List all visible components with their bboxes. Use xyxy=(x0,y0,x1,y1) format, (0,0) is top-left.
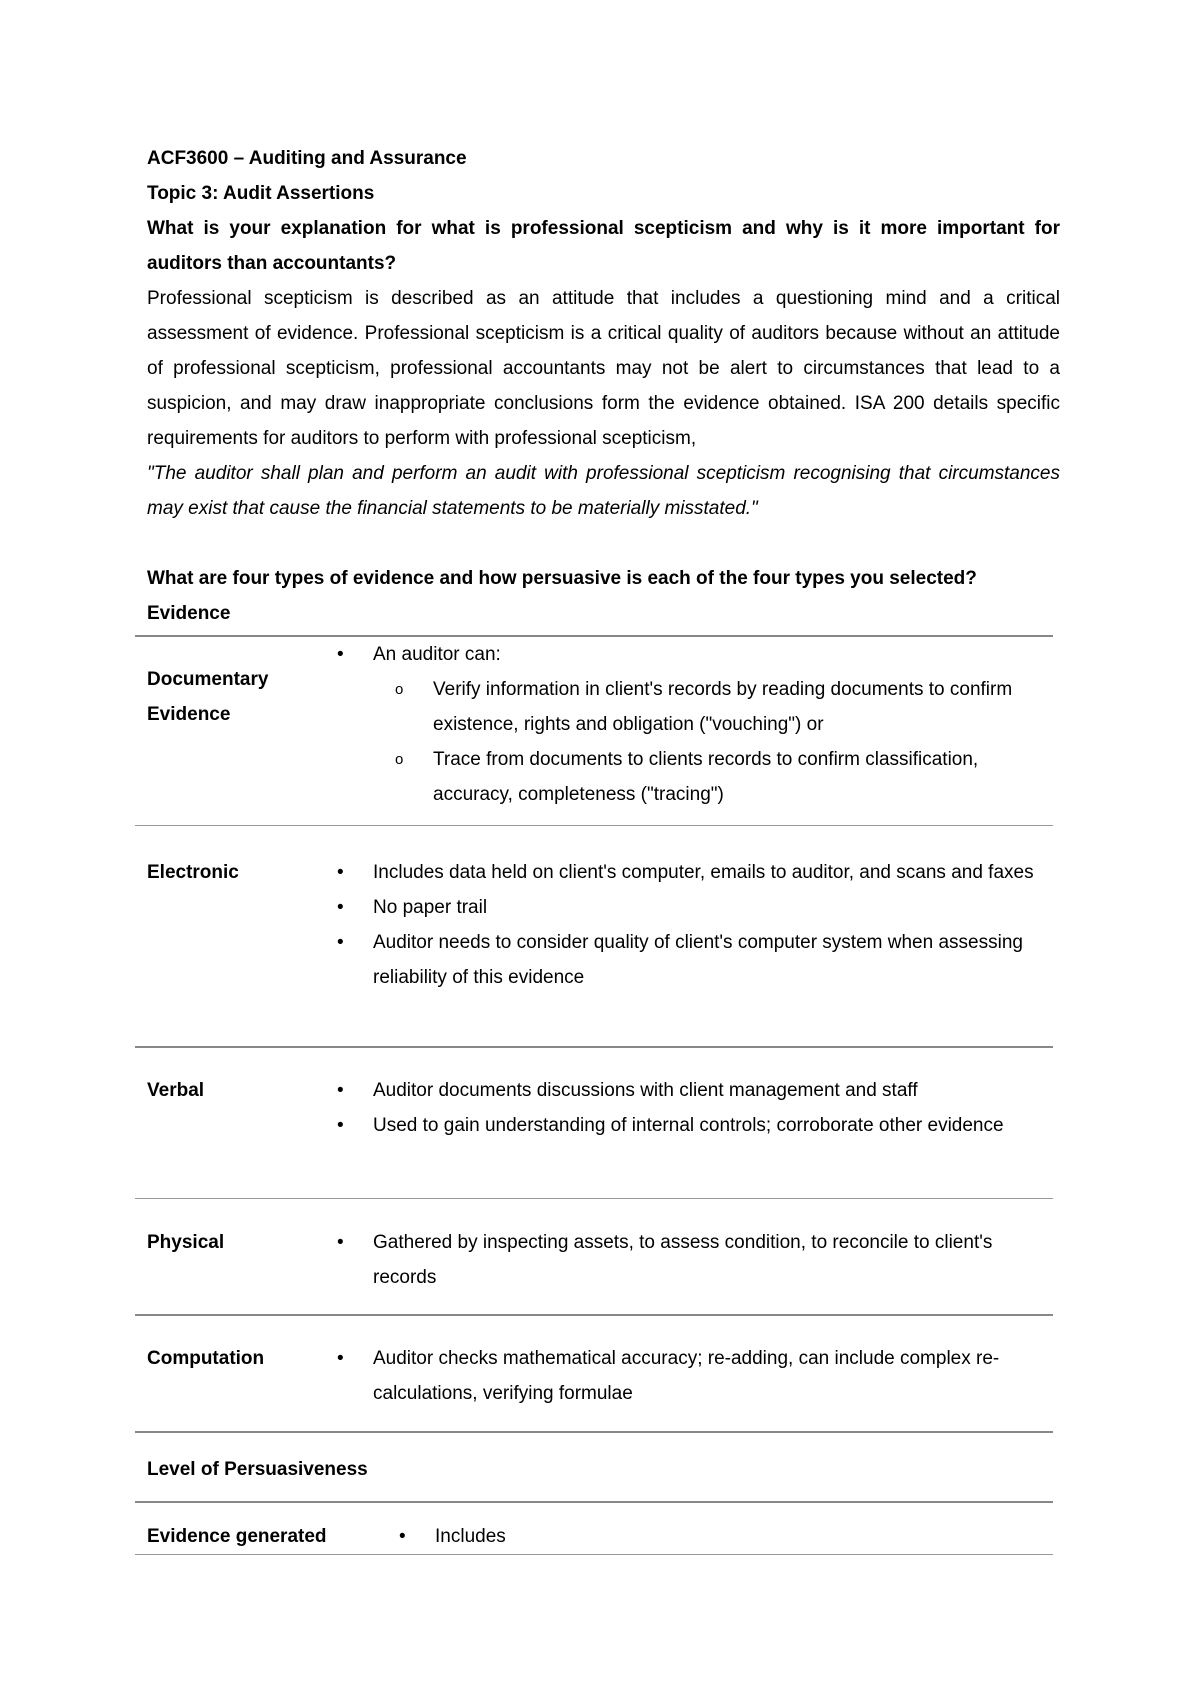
bullet-icon: • xyxy=(337,862,344,883)
list-item: • Auditor needs to consider quality of client's computer system when assessing reliability of this evidence xyxy=(325,925,1043,995)
row-content xyxy=(387,1519,1053,1554)
bullet-icon: • xyxy=(337,1348,344,1369)
evidence-heading: Evidence xyxy=(147,603,231,624)
table-row xyxy=(135,637,1053,826)
table-row xyxy=(135,1433,1053,1503)
answer-1: Professional scepticism is described as an attitude that includes a questioning mind and a critical assessment of evidence. Professional scepticism is a critical quality of auditors because without an attitude of professional scepticism, professional accountants may not be alert to circumstances that lead to a suspicion, and may draw inappropriate conclusions form the evidence obtained. ISA 200 details specific requirements for auditors to perform with professional scepticism, xyxy=(147,288,1060,449)
bullet-icon: • xyxy=(337,644,344,665)
list-item: o Verify information in client's records by reading documents to confirm existence, rights and obligation ("vouching") or xyxy=(325,672,1043,742)
sub-bullet-icon: o xyxy=(395,681,404,698)
isa-quote: "The auditor shall plan and perform an audit with professional scepticism recognising that circumstances may exist that cause the financial statements to be materially misstated." xyxy=(147,463,1060,519)
list-item: • Gathered by inspecting assets, to assess condition, to reconcile to client's records xyxy=(325,1225,1043,1295)
table-row xyxy=(135,1316,1053,1433)
question-1: What is your explanation for what is professional scepticism and why is it more important for auditors than accountants? xyxy=(147,218,1060,274)
row-label: Physical xyxy=(147,1232,225,1253)
list-item: • No paper trail xyxy=(325,890,1043,925)
row-label: Evidence generated xyxy=(147,1526,327,1547)
row-content xyxy=(325,855,1053,1046)
row-content xyxy=(325,1225,1053,1314)
evidence-table xyxy=(135,635,1053,1555)
sub-bullet-icon: o xyxy=(395,751,404,768)
list-item: • Includes data held on client's computer, emails to auditor, and scans and faxes xyxy=(325,855,1043,890)
row-label: Computation xyxy=(147,1348,265,1369)
table-row xyxy=(135,826,1053,1048)
document-page xyxy=(147,141,1060,631)
row-label: Electronic xyxy=(147,862,239,883)
table-row xyxy=(135,1503,1053,1555)
row-content xyxy=(325,637,1053,825)
question-2: What are four types of evidence and how persuasive is each of the four types you selected? xyxy=(147,568,977,589)
row-label: Verbal xyxy=(147,1080,205,1101)
list-item: • Auditor documents discussions with client management and staff xyxy=(325,1073,1043,1108)
list-item: • An auditor can: xyxy=(325,637,1043,672)
table-row xyxy=(135,1048,1053,1199)
list-item: • Used to gain understanding of internal controls; corroborate other evidence xyxy=(325,1108,1043,1143)
bullet-icon: • xyxy=(399,1526,406,1547)
bullet-icon: • xyxy=(337,1115,344,1136)
list-item: • Auditor checks mathematical accuracy; re-adding, can include complex re-calculations, verifying formulae xyxy=(325,1341,1043,1411)
bullet-icon: • xyxy=(337,1080,344,1101)
row-label: Documentary Evidence xyxy=(147,669,269,725)
topic-title: Topic 3: Audit Assertions xyxy=(147,183,375,204)
table-row xyxy=(135,1199,1053,1316)
row-content xyxy=(325,1073,1053,1198)
bullet-icon: • xyxy=(337,1232,344,1253)
bullet-icon: • xyxy=(337,897,344,918)
course-title: ACF3600 – Auditing and Assurance xyxy=(147,148,467,169)
list-item: • Includes xyxy=(387,1519,1043,1554)
list-item: o Trace from documents to clients records to confirm classification, accuracy, completeness ("tracing") xyxy=(325,742,1043,812)
row-content xyxy=(325,1341,1053,1431)
persuasiveness-heading: Level of Persuasiveness xyxy=(147,1459,368,1480)
bullet-icon: • xyxy=(337,932,344,953)
